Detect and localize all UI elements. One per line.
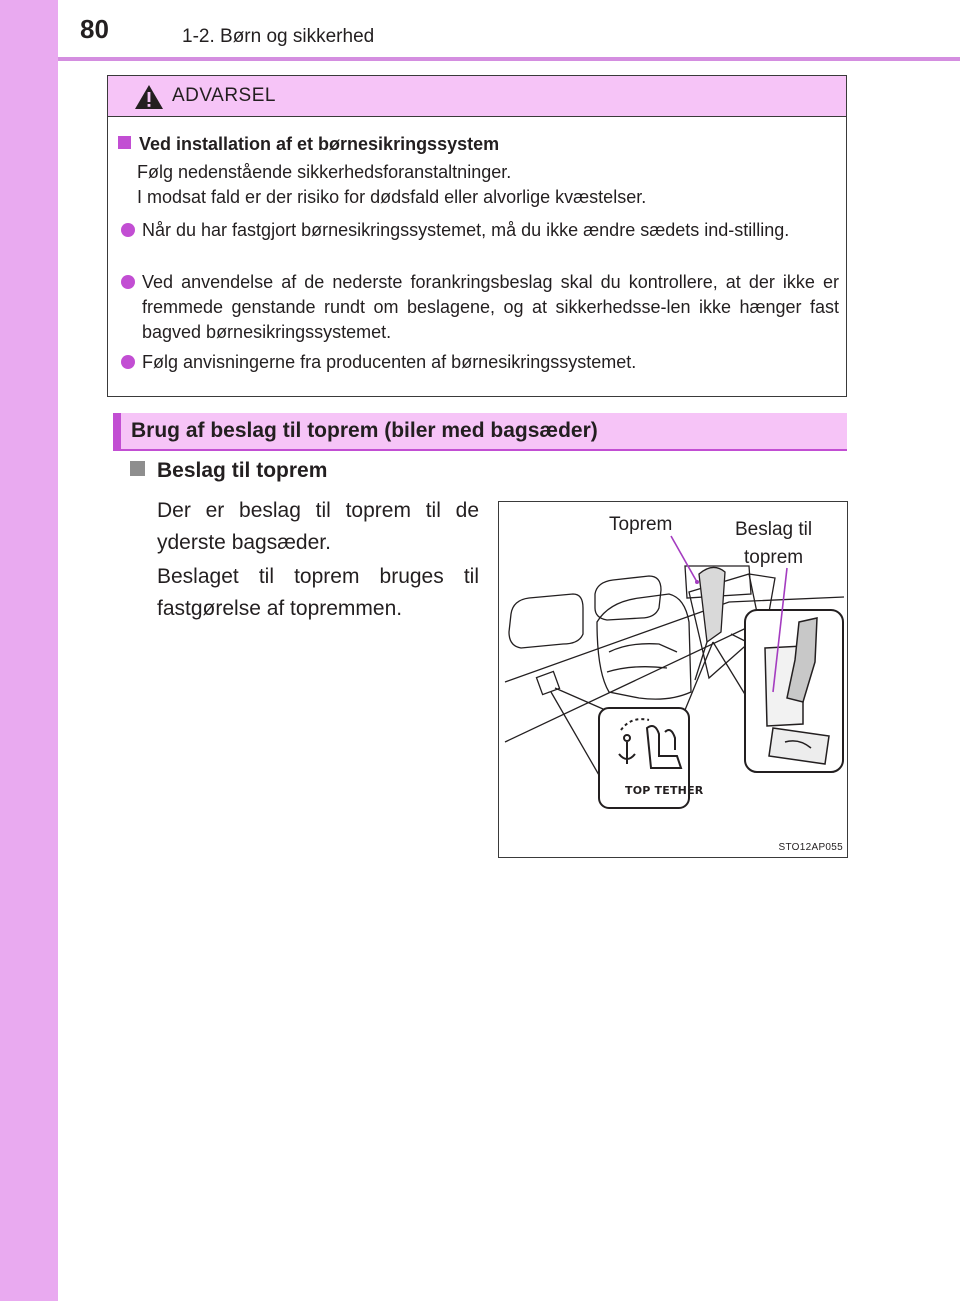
- illustration-figure: [498, 501, 848, 858]
- chapter-title: 1-2. Børn og sikkerhed: [182, 26, 375, 47]
- round-bullet-icon: [121, 275, 135, 289]
- sub-heading: Beslag til toprem: [130, 459, 327, 483]
- square-bullet-icon: [118, 136, 131, 149]
- warning-heading: Ved installation af et børnesikringssystem: [118, 134, 499, 155]
- label-beslag-til-toprem: Beslag til toprem: [735, 519, 813, 568]
- round-bullet-icon: [121, 223, 135, 237]
- top-tether-text: TOP TETHER: [625, 784, 704, 797]
- page-number: 80: [80, 14, 109, 44]
- warning-bullet: Følg anvisningerne fra producenten af børnesikringssystemet.: [121, 350, 839, 375]
- warning-bullet: Ved anvendelse af de nederste forankringsbeslag skal du kontrollere, at der ikke er fremmede genstande rundt om beslagene, og at sikkerhedsse-len ikke hænger fast bagved børnesikringssystemet.: [121, 270, 839, 345]
- warning-triangle-icon: [134, 84, 164, 110]
- section-title-bar: [113, 413, 847, 451]
- round-bullet-icon: [121, 355, 135, 369]
- warning-label: ADVARSEL: [172, 85, 276, 106]
- warning-intro-line-2: I modsat fald er der risiko for dødsfald eller alvorlige kvæstelser.: [137, 187, 647, 207]
- side-strip: [0, 0, 58, 1301]
- square-bullet-icon: [130, 461, 145, 476]
- warning-box: [107, 75, 847, 397]
- section-title: Brug af beslag til toprem (biler med bagsæder): [131, 419, 598, 442]
- warning-bullet: Når du har fastgjort børnesikringssystemet, må du ikke ændre sædets ind-stilling.: [121, 218, 839, 243]
- body-paragraph: Der er beslag til toprem til de yderste bagsæder.: [157, 499, 479, 554]
- figure-code: STO12AP055: [778, 842, 843, 853]
- header-rule: [58, 57, 960, 61]
- label-toprem: Toprem: [609, 514, 673, 535]
- warning-header: [108, 76, 846, 117]
- body-paragraph: Beslaget til toprem bruges til fastgørelse af topremmen.: [157, 565, 479, 620]
- warning-intro-line-1: Følg nedenstående sikkerhedsforanstaltninger.: [137, 162, 512, 182]
